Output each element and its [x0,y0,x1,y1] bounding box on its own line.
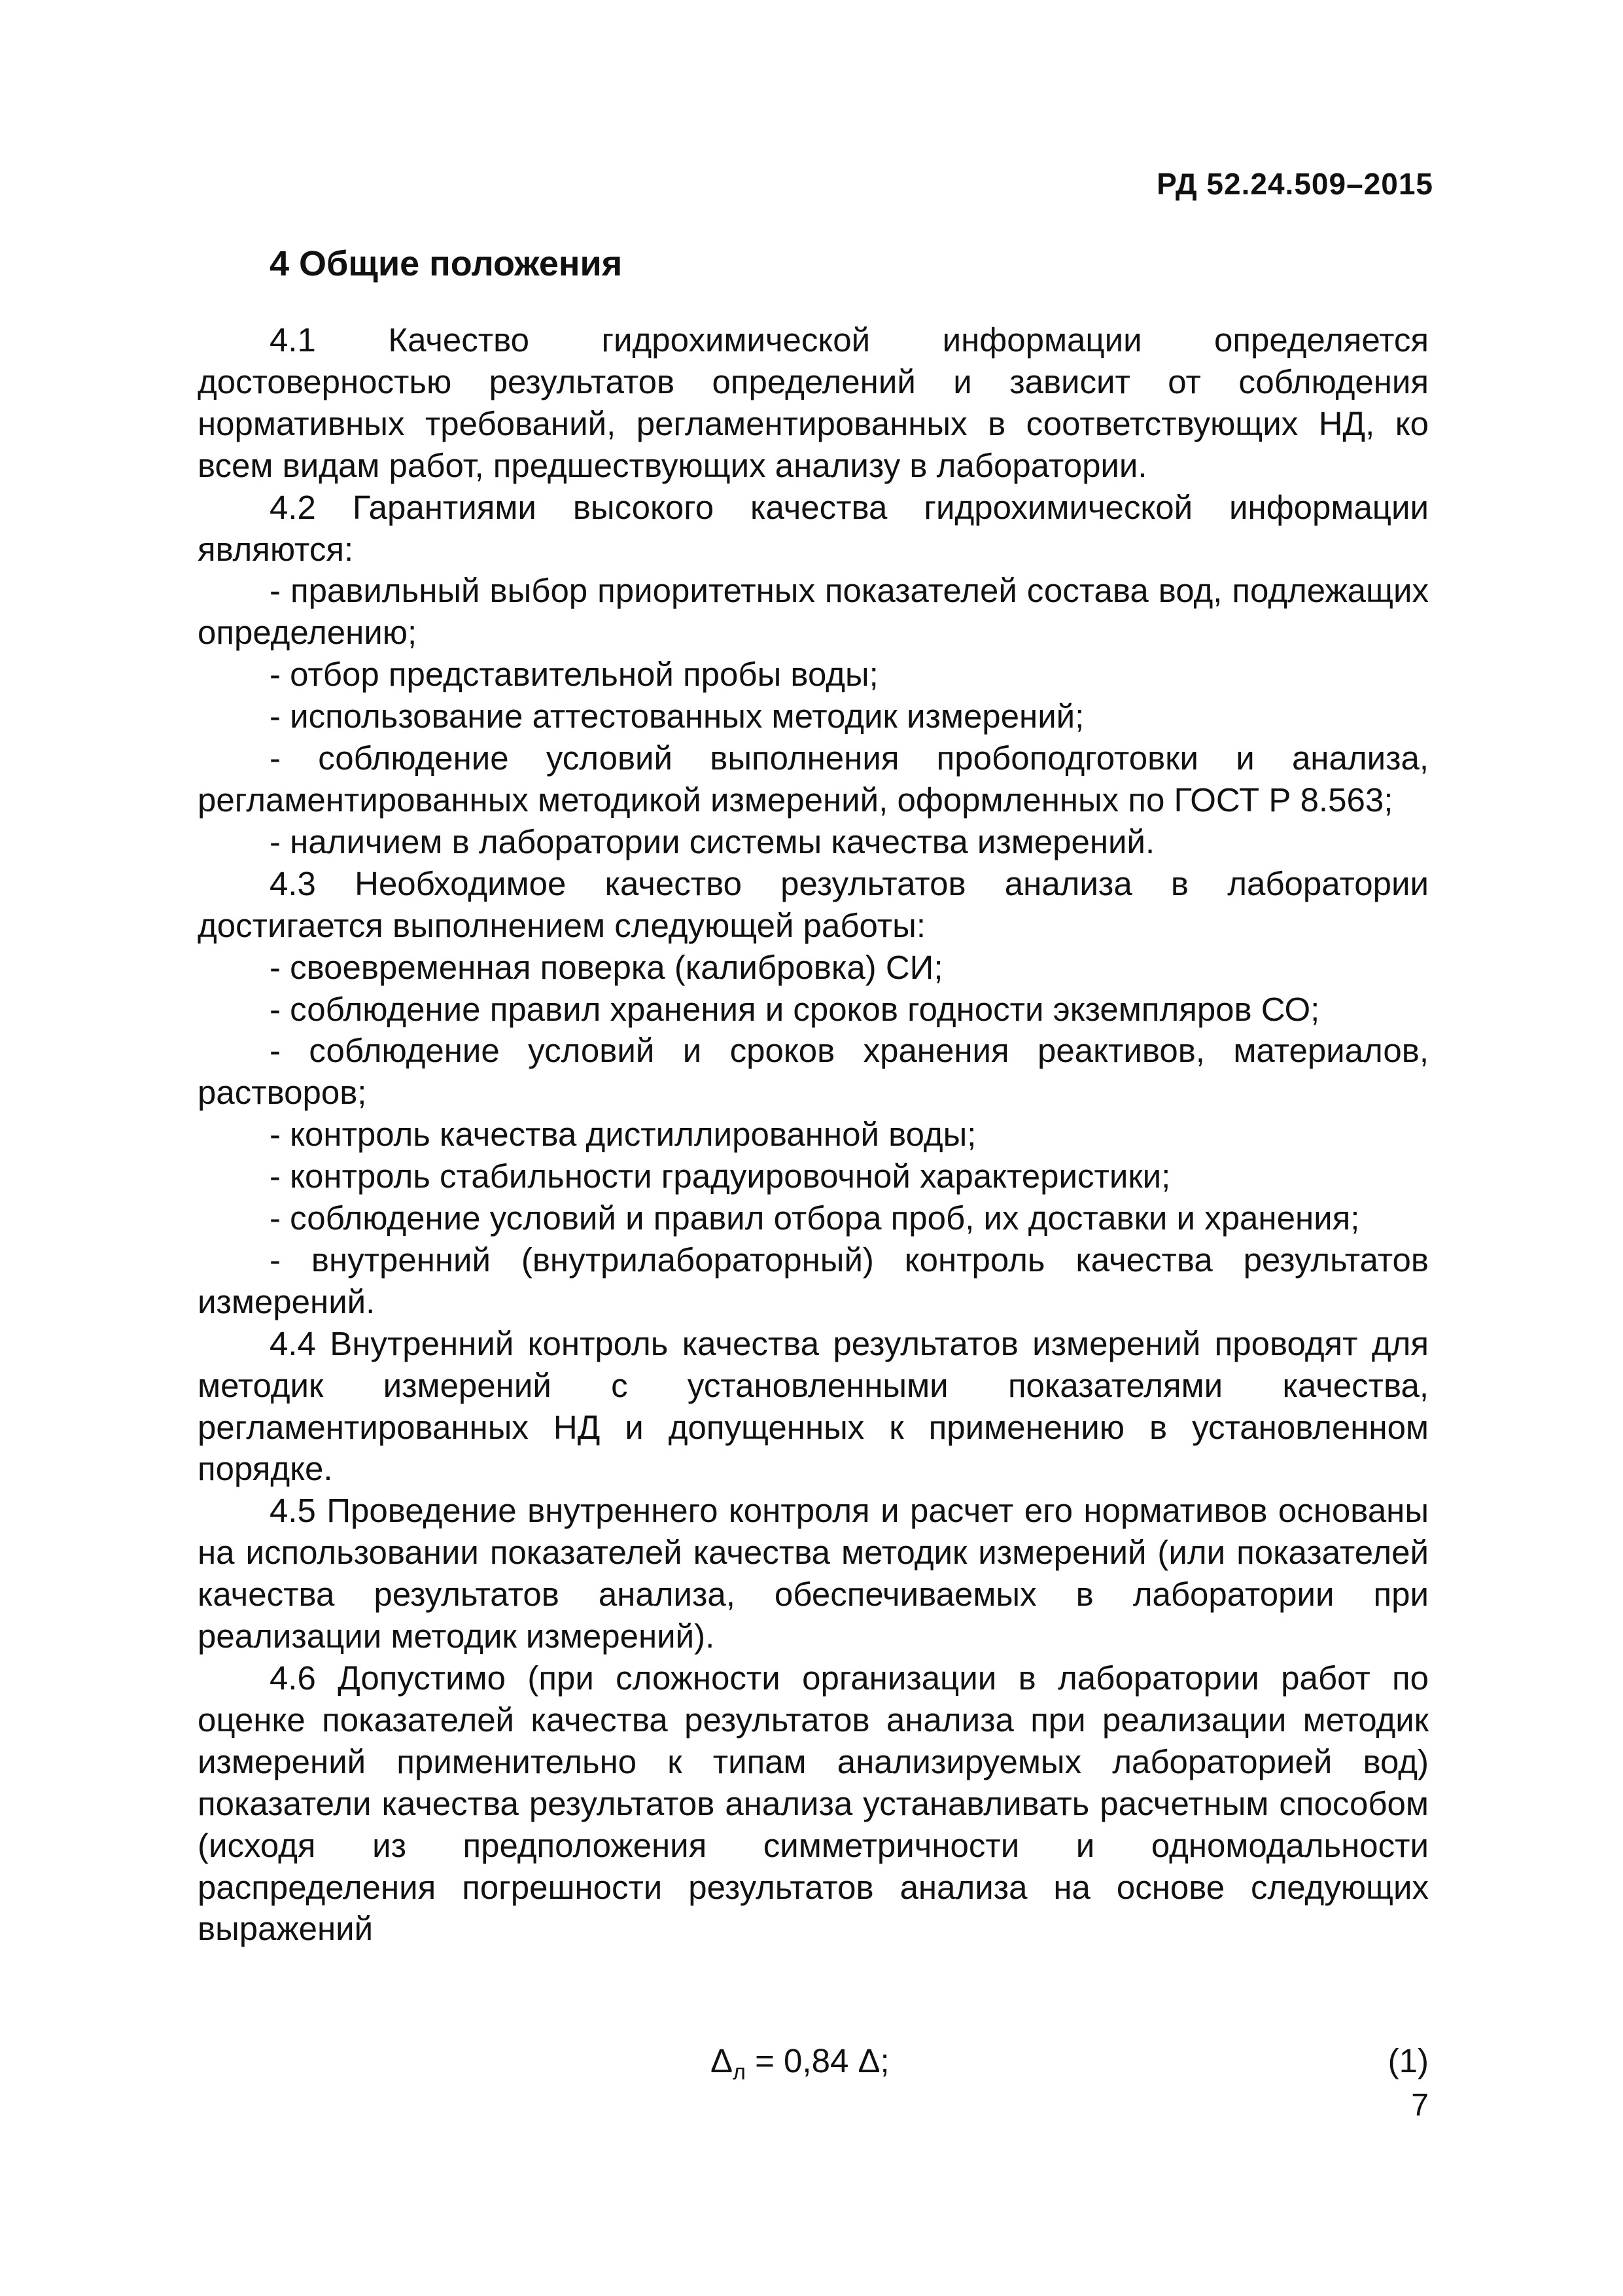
formula-1 [198,2041,1429,2083]
list-item: - соблюдение условий и сроков хранения реактивов, материалов, растворов; [198,1032,1429,1112]
list-item: - соблюдение правил хранения и сроков годности экземпляров СО; [270,990,1320,1028]
paragraph-4-6: 4.6 Допустимо (при сложности организации в лаборатории работ по оценке показателей качества результатов анализа при реализации методик измерений применительно к типам анализируемых лабораторией вод) показатели качества результатов анализа устанавливать расчетным способом (исходя из предположения симметричности и одномодальности распределения погрешности результатов анализа на основе следующих выражений [198,1659,1429,1948]
list-item: - внутренний (внутрилабораторный) контроль качества результатов измерений. [198,1241,1429,1320]
list-item: - контроль качества дистиллированной воды; [270,1116,977,1154]
paragraph-4-3: 4.3 Необходимое качество результатов анализа в лаборатории достигается выполнением следующей работы: [198,864,1429,944]
paragraph-4-4: 4.4 Внутренний контроль качества результатов измерений проводят для методик измерений с установленными показателями качества, регламентированных НД и допущенных к применению в установленном порядке. [198,1324,1429,1488]
list-item: - соблюдение условий выполнения пробоподготовки и анализа, регламентированных методикой измерений, оформленных по ГОСТ Р 8.563; [198,739,1429,819]
paragraph-4-2: 4.2 Гарантиями высокого качества гидрохимической информации являются: [198,488,1429,568]
formula-lhs: Δ [710,2042,733,2079]
paragraph-4-1: 4.1 Качество гидрохимической информации определяется достоверностью результатов определений и зависит от соблюдения нормативных требований, регламентированных в соответствующих НД, ко всем видам работ, предшествующих анализу в лаборатории. [198,321,1429,484]
formula-number: (1) [1387,2042,1429,2079]
list-item: - соблюдение условий и правил отбора проб, их доставки и хранения; [270,1199,1360,1237]
list-item: - своевременная поверка (калибровка) СИ; [270,948,943,986]
section-title: 4 Общие положения [270,244,623,283]
list-item: - наличием в лаборатории системы качества измерений. [270,822,1155,860]
list-item: - отбор представительной пробы воды; [270,656,879,694]
paragraph-4-5: 4.5 Проведение внутреннего контроля и расчет его нормативов основаны на использовании показателей качества методик измерений (или показателей качества результатов анализа, обеспечиваемых в лаборатории при реализации методик измерений). [198,1492,1429,1655]
formula-lhs-subscript: л [733,2060,746,2085]
document-code: РД 52.24.509–2015 [1157,167,1433,201]
list-item: - правильный выбор приоритетных показателей состава вод, подлежащих определению; [198,572,1429,652]
page-number: 7 [1411,2088,1429,2123]
formula-rhs: = 0,84 Δ; [745,2042,890,2079]
formula-expression [710,2041,890,2085]
document-body [198,319,1429,1950]
list-item: - использование аттестованных методик измерений; [270,698,1085,735]
list-item: - контроль стабильности градуировочной характеристики; [270,1157,1171,1195]
